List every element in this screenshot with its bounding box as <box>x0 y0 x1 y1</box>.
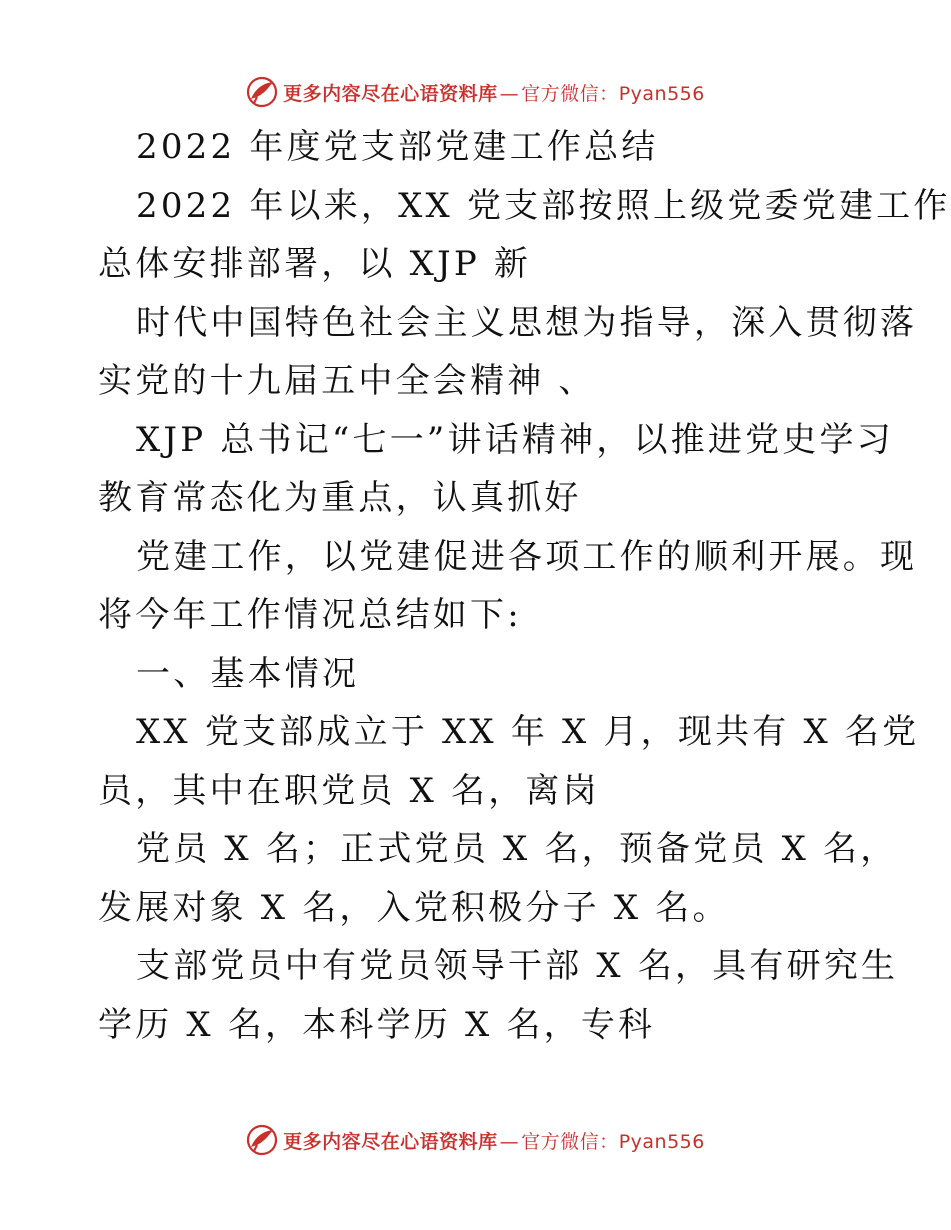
watermark-wechat-label: 官方微信： <box>521 82 619 105</box>
watermark-wechat-id: Pyan556 <box>618 1130 705 1153</box>
watermark-footer <box>0 1120 950 1160</box>
document-title: 2022 年度党支部党建工作总结 <box>136 127 659 167</box>
paragraph-line: 发展对象 X 名，入党积极分子 X 名。 <box>98 887 730 928</box>
section-heading: 一、基本情况 <box>136 653 360 694</box>
paragraph-line: 总体安排部署，以 XJP 新 <box>98 244 532 284</box>
paragraph-line: 实党的十九届五中全会精神 、 <box>98 361 596 401</box>
document-body <box>98 118 951 1054</box>
paragraph-line: 党建工作，以党建促进各项工作的顺利开展。现 <box>136 536 918 577</box>
watermark-header-text <box>283 79 705 106</box>
paragraph-line: 支部党员中有党员领导干部 X 名，具有研究生 <box>136 946 899 986</box>
paragraph-line: 教育常态化为重点，认真抓好 <box>98 478 582 518</box>
watermark-dash: — <box>499 82 520 105</box>
paragraph-line: XX 党支部成立于 XX 年 X 月，现共有 X 名党 <box>136 712 920 752</box>
watermark-wechat-id: Pyan556 <box>618 82 705 105</box>
watermark-wechat-label: 官方微信： <box>521 1130 619 1153</box>
paragraph-line: 党员 X 名；正式党员 X 名，预备党员 X 名， <box>136 829 898 869</box>
watermark-header-content <box>245 75 705 109</box>
watermark-dash: — <box>499 1130 520 1153</box>
paragraph-line: XJP 总书记“七一”讲话精神，以推进党史学习 <box>136 419 894 460</box>
watermark-footer-content <box>245 1123 705 1157</box>
pen-nib-logo-icon <box>245 1123 279 1157</box>
paragraph-line: 将今年工作情况总结如下: <box>98 595 522 635</box>
watermark-site-name: 更多内容尽在心语资料库 <box>283 82 498 105</box>
pen-nib-logo-icon <box>245 75 279 109</box>
paragraph-line: 2022 年以来，XX 党支部按照上级党委党建工作 <box>136 185 951 226</box>
paragraph-line: 时代中国特色社会主义思想为指导，深入贯彻落 <box>136 302 918 343</box>
watermark-site-name: 更多内容尽在心语资料库 <box>283 1130 498 1153</box>
watermark-header <box>0 72 950 112</box>
paragraph-line: 员，其中在职党员 X 名，离岗 <box>98 770 600 811</box>
watermark-footer-text <box>283 1127 705 1154</box>
paragraph-line: 学历 X 名，本科学历 X 名，专科 <box>98 1004 656 1045</box>
